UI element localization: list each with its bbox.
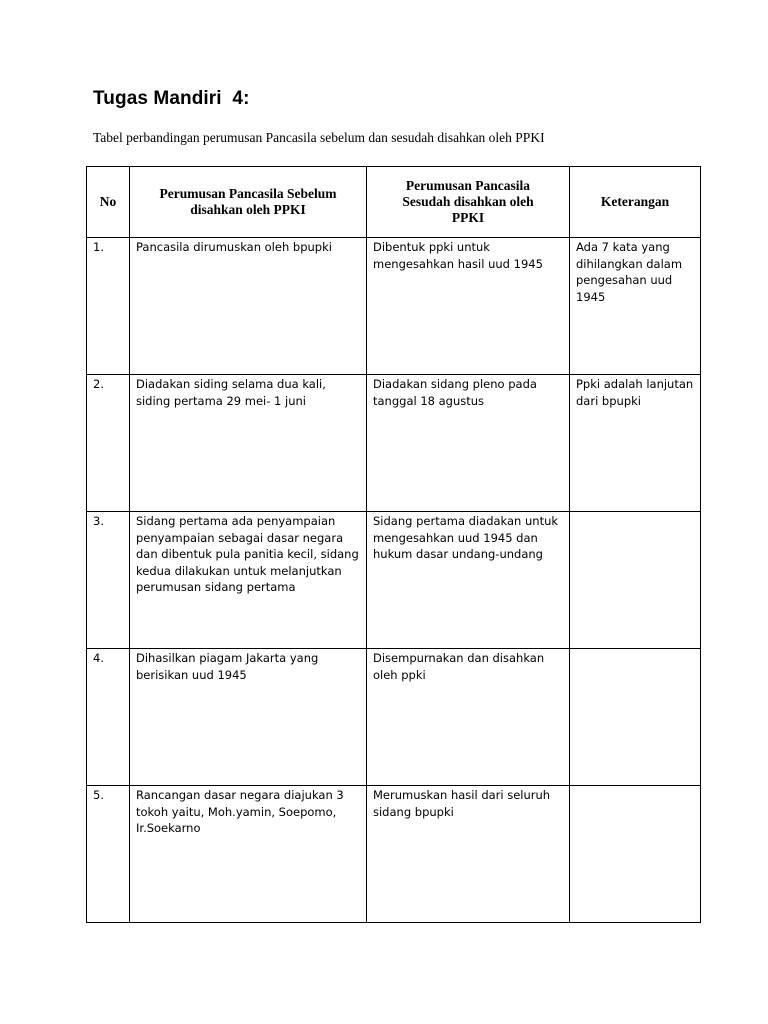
cell-after: Merumuskan hasil dari seluruh sidang bpupki — [367, 786, 570, 923]
cell-after: Dibentuk ppki untuk mengesahkan hasil uud 1945 — [367, 238, 570, 375]
comparison-table — [86, 166, 701, 923]
cell-note — [570, 649, 701, 786]
cell-no: 1. — [87, 238, 130, 375]
table-row — [87, 649, 701, 786]
header-after-text: Perumusan Pancasila Sesudah disahkan oleh PPKI — [402, 178, 534, 225]
table-row — [87, 375, 701, 512]
table-header-row — [87, 167, 701, 238]
table-caption: Tabel perbandingan perumusan Pancasila sebelum dan sesudah disahkan oleh PPKI — [93, 130, 545, 145]
cell-before: Sidang pertama ada penyampaian penyampaian sebagai dasar negara dan dibentuk pula panitia kecil, sidang kedua dilakukan untuk melanjutkan perumusan sidang pertama — [130, 512, 367, 649]
cell-no: 3. — [87, 512, 130, 649]
header-no: No — [87, 167, 130, 238]
table-row — [87, 786, 701, 923]
header-before-text: Perumusan Pancasila Sebelum disahkan oleh PPKI — [159, 186, 337, 217]
header-after — [367, 167, 570, 238]
cell-no: 2. — [87, 375, 130, 512]
cell-note: Ppki adalah lanjutan dari bpupki — [570, 375, 701, 512]
cell-before: Rancangan dasar negara diajukan 3 tokoh yaitu, Moh.yamin, Soepomo, Ir.Soekarno — [130, 786, 367, 923]
cell-before: Dihasilkan piagam Jakarta yang berisikan uud 1945 — [130, 649, 367, 786]
cell-note: Ada 7 kata yang dihilangkan dalam pengesahan uud 1945 — [570, 238, 701, 375]
cell-before: Diadakan siding selama dua kali, siding pertama 29 mei- 1 juni — [130, 375, 367, 512]
cell-no: 5. — [87, 786, 130, 923]
header-note: Keterangan — [570, 167, 701, 238]
table-row — [87, 238, 701, 375]
cell-after: Diadakan sidang pleno pada tanggal 18 agustus — [367, 375, 570, 512]
cell-after: Disempurnakan dan disahkan oleh ppki — [367, 649, 570, 786]
cell-after: Sidang pertama diadakan untuk mengesahkan uud 1945 dan hukum dasar undang-undang — [367, 512, 570, 649]
cell-note — [570, 786, 701, 923]
cell-no: 4. — [87, 649, 130, 786]
header-before — [130, 167, 367, 238]
table-row — [87, 512, 701, 649]
page-title: Tugas Mandiri 4: — [93, 88, 250, 109]
cell-before: Pancasila dirumuskan oleh bpupki — [130, 238, 367, 375]
cell-note — [570, 512, 701, 649]
